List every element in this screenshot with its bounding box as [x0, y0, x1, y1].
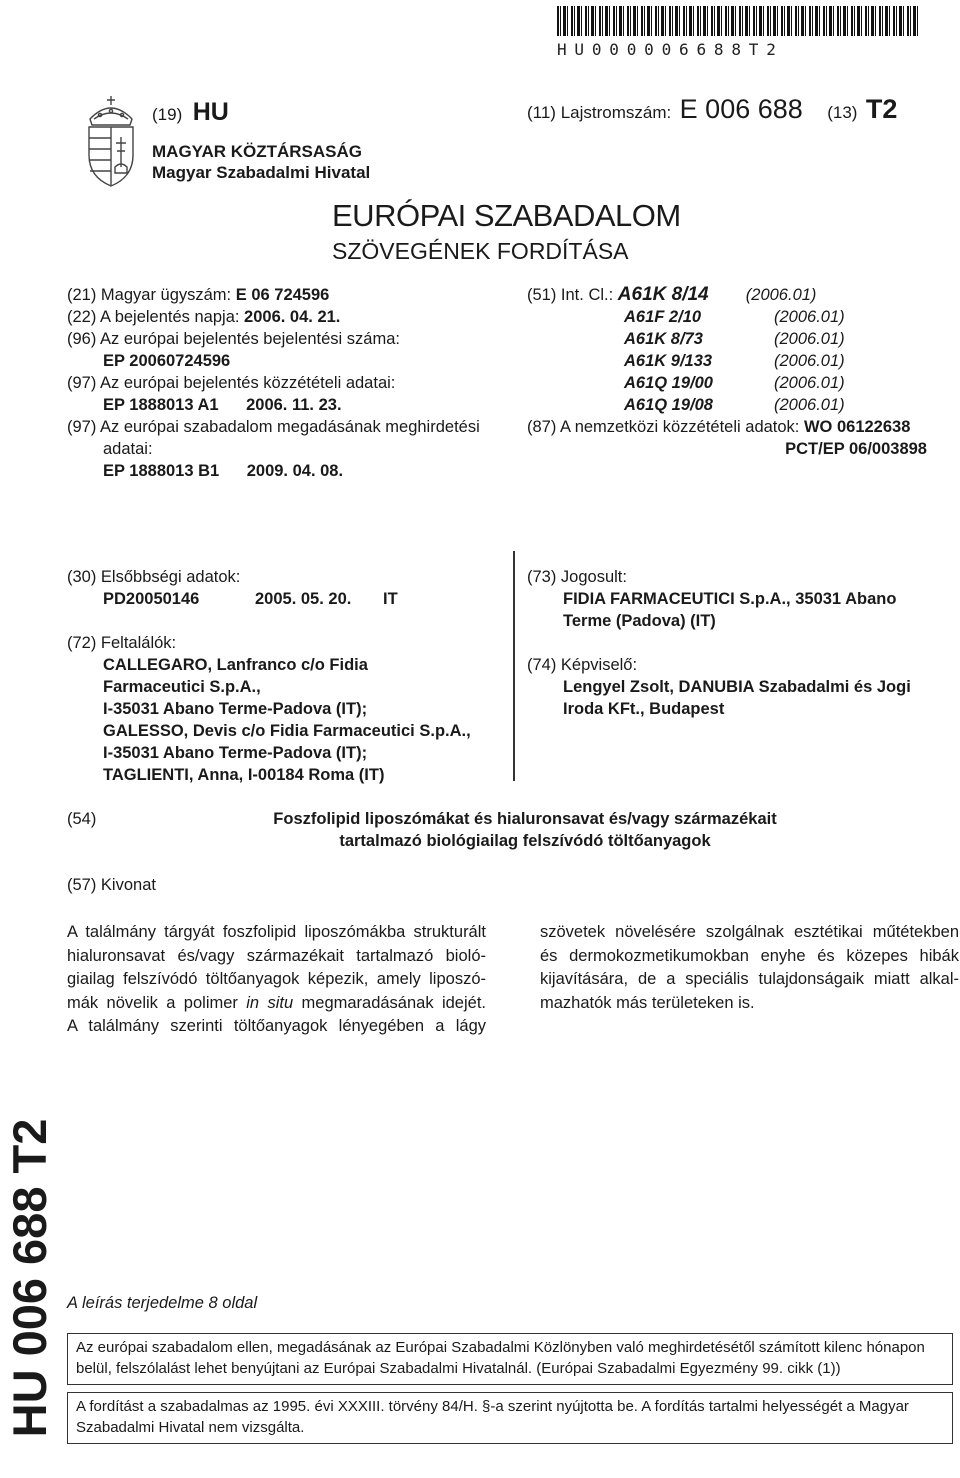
- abstract-col1: A találmány tárgyát foszfolipid liposzómákba strukturált hialuronsavat és/vagy származékait tartalmazó bioló- giailag felszívódó töltőanyagok képezik, amely liposzó- mák növelik a polimer in situ megmaradásának idejét. A találmány szerinti töltőanyagok lényegében a lágy: [67, 923, 486, 1035]
- intl-pub-row: (87) A nemzetközi közzétételi adatok: WO 06122638: [527, 418, 911, 436]
- biblio-97b-cont: adatai:: [103, 440, 153, 458]
- kind-label: (13): [827, 103, 858, 122]
- pages-note: A leírás terjedelme 8 oldal: [67, 1294, 258, 1312]
- biblio-97a: (97) Az európai bejelentés közzétételi adatai:: [67, 374, 396, 392]
- representative-label: (74) Képviselő:: [527, 656, 638, 674]
- country-code-label: (19): [152, 105, 183, 124]
- notice-translation: A fordítást a szabadalmas az 1995. évi XXXIII. törvény 84/H. §-a szerint nyújtotta be. A fordítás tartalmi helyességét a Magyar Szabadalmi Hivatal nem vizsgálta.: [67, 1392, 953, 1444]
- doc-title: EURÓPAI SZABADALOM: [332, 198, 681, 233]
- biblio-97b: (97) Az európai szabadalom megadásának meghirdetési: [67, 418, 480, 436]
- priority-values: PD20050146 2005. 05. 20. IT: [103, 590, 398, 608]
- reg-number: E 006 688: [679, 94, 803, 124]
- int-cl-row-2: A61K 8/73 (2006.01): [624, 330, 845, 348]
- int-cl-row-3: A61K 9/133 (2006.01): [624, 352, 845, 370]
- kind-code: T2: [865, 94, 898, 124]
- biblio-97b-value: EP 1888013 B1 2009. 04. 08.: [103, 462, 344, 480]
- biblio-21: (21) Magyar ügyszám: E 06 724596: [67, 286, 330, 304]
- barcode-text: HU000006688T2: [557, 40, 784, 59]
- abstract-col2: szövetek növelésére szolgálnak esztétikai műtétekben és dermokozmetikumokban enyhe és közepes hibák kijavítására, de a speciális tulajdonságaik miatt alkal- mazhatók más területeken is.: [540, 923, 959, 1012]
- left-biblio: [67, 284, 507, 482]
- abstract-label: (57) Kivonat: [67, 876, 156, 894]
- column-divider: [513, 551, 515, 781]
- priority-block: [67, 566, 507, 786]
- barcode: [557, 6, 919, 36]
- biblio-96-value: EP 20060724596: [103, 352, 231, 370]
- inventors-label: (72) Feltalálók:: [67, 634, 177, 652]
- int-cl-row-1: A61F 2/10 (2006.01): [624, 308, 845, 326]
- country-code: HU: [192, 98, 229, 126]
- side-document-number: HU 006 688 T2: [3, 1118, 56, 1438]
- int-cl-row-4: A61Q 19/00 (2006.01): [624, 374, 845, 392]
- biblio-96: (96) Az európai bejelentés bejelentési száma:: [67, 330, 400, 348]
- intl-pub-pct: PCT/EP 06/003898: [785, 440, 927, 458]
- priority-label: (30) Elsőbbségi adatok:: [67, 568, 241, 586]
- doc-subtitle: SZÖVEGÉNEK FORDÍTÁSA: [332, 238, 629, 264]
- notice-opposition: Az európai szabadalom ellen, megadásának az Európai Szabadalmi Közlönyben való meghirdetésétől számított kilenc hónapon belül, felszólalást lehet benyújtani az Európai Szabadalmi Hivatalnál. (Európai Szabadalmi Egyezmény 99. cikk (1)): [67, 1333, 953, 1385]
- reg-label: (11) Lajstromszám:: [527, 103, 672, 122]
- owner-label: (73) Jogosult:: [527, 568, 627, 586]
- registration-row: [527, 94, 897, 125]
- int-cl-label: (51) Int. Cl.:: [527, 286, 618, 304]
- biblio-22: (22) A bejelentés napja: 2006. 04. 21.: [67, 308, 341, 326]
- coat-of-arms-icon: [80, 93, 142, 189]
- inventors-list: CALLEGARO, Lanfranco c/o Fidia Farmaceutici S.p.A., I-35031 Abano Terme-Padova (IT); GALESSO, Devis c/o Fidia Farmaceutici S.p.A., I-35031 Abano Terme-Padova (IT); TAGLIENTI, Anna, I-00184 Roma (IT): [103, 656, 471, 784]
- country-name: MAGYAR KÖZTÁRSASÁG: [152, 142, 362, 161]
- invention-title: Foszfolipid liposzómákat és hialuronsavat és/vagy származékait tartalmazó biológiailag felszívódó töltőanyagok: [273, 810, 777, 850]
- office-name: Magyar Szabadalmi Hivatal: [152, 163, 371, 182]
- int-cl-block: [527, 284, 947, 460]
- title-label: (54): [67, 810, 97, 828]
- int-cl-row-0: (51) Int. Cl.: A61K 8/14 (2006.01): [527, 284, 817, 305]
- representative-lines: Lengyel Zsolt, DANUBIA Szabadalmi és Jogi Iroda KFt., Budapest: [563, 678, 911, 718]
- country-code-row: [152, 98, 229, 127]
- owner-lines: FIDIA FARMACEUTICI S.p.A., 35031 Abano Terme (Padova) (IT): [563, 590, 897, 630]
- owner-block: [527, 566, 947, 720]
- int-cl-row-5: A61Q 19/08 (2006.01): [624, 396, 845, 414]
- biblio-97a-value: EP 1888013 A1 2006. 11. 23.: [103, 396, 342, 414]
